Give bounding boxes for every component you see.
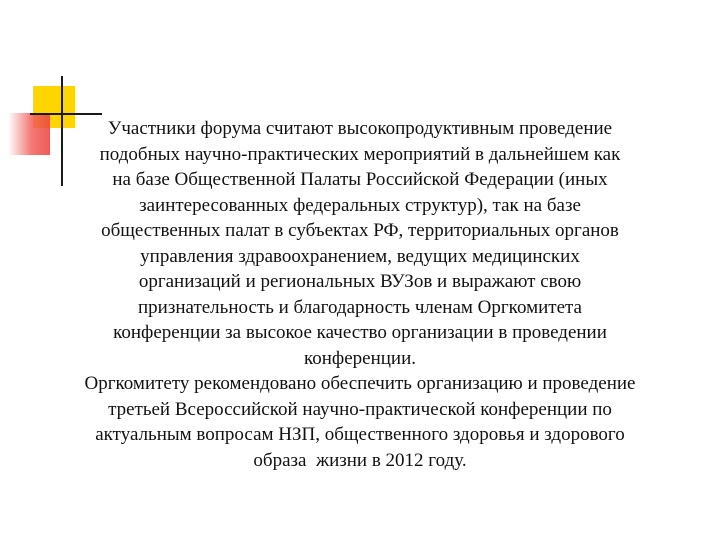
text-line: конференции. [303,347,417,369]
text-line: заинтересованных федеральных структур), так на базе [139,194,581,216]
text-line: конференции за высокое качество организации в проведении [113,322,607,343]
text-line: Участники форума считают высокопродуктивным проведение [107,118,613,139]
text-line: Оргкомитету рекомендовано обеспечить организацию и проведение [84,373,636,394]
text-line: организаций и региональных ВУЗов и выражают свою [138,271,582,292]
text-line: подобных научно-практических мероприятий в дальнейшем как [99,143,621,165]
text-line: третьей Всероссийской научно-практической конференции по [108,398,612,420]
text-line: на базе Общественной Палаты Российской Федерации (иных [112,169,608,190]
text-line: образа жизни в 2012 году. [253,449,467,471]
text-line: актуальным вопросам НЗП, общественного здоровья и здорового [95,424,625,445]
text-line: общественных палат в субъектах РФ, территориальных органов [101,220,619,241]
decorative-horizontal-line [30,113,102,115]
slide-body [0,116,720,473]
paragraph-resolution [15,116,705,371]
text-line: управления здравоохранением, ведущих медицинских [140,245,580,267]
text-line: признательность и благодарность членам Оргкомитета [138,296,582,318]
paragraph-recommendation [4,371,716,473]
